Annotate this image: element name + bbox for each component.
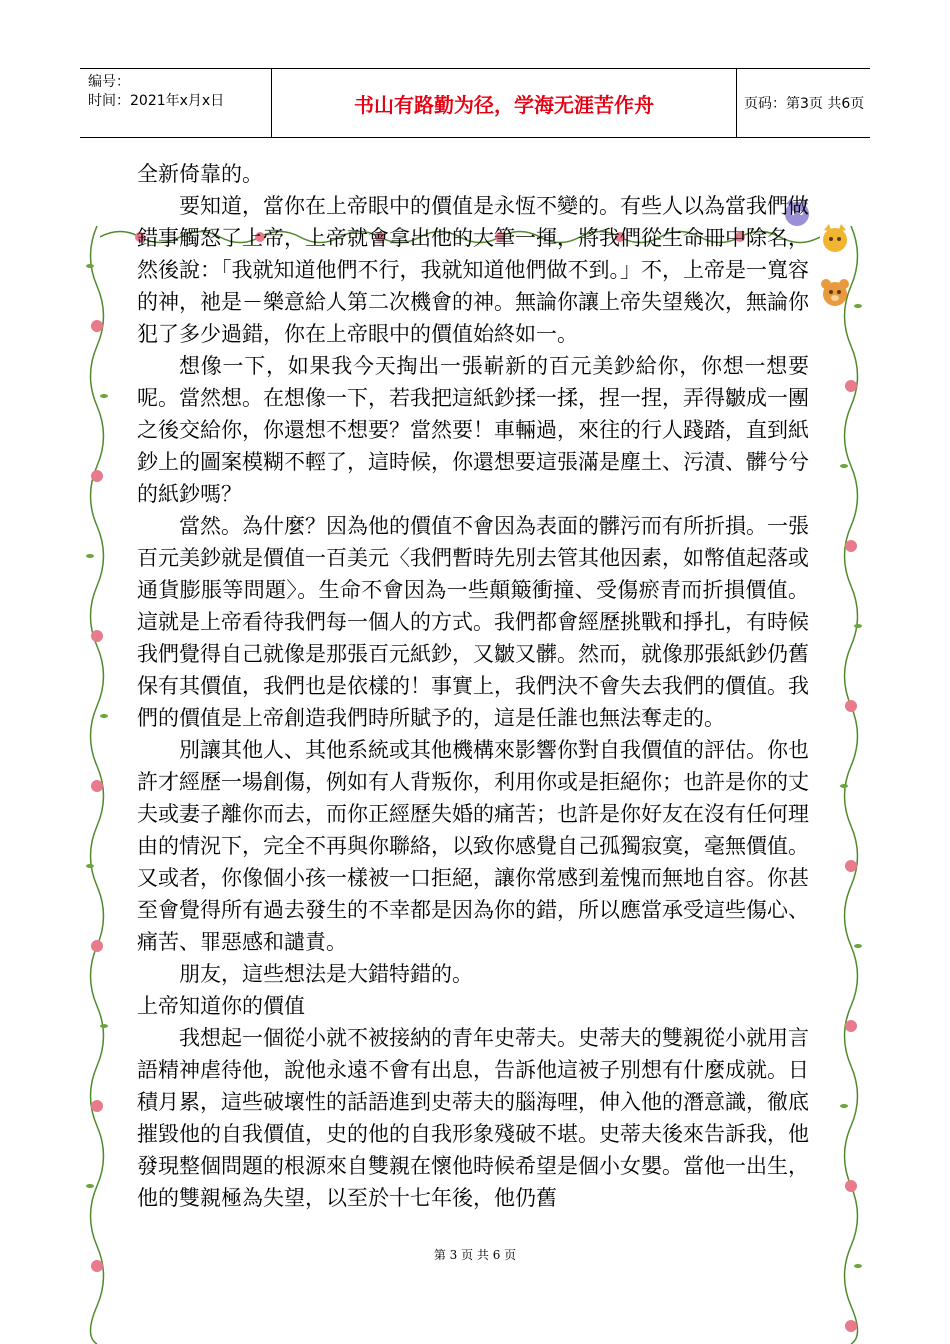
paragraph: 我想起一個從小就不被接納的青年史蒂夫。史蒂夫的雙親從小就用言語精神虐待他，說他永遠不會有出息，告訴他這被子別想有什麼成就。日積月累，這些破壞性的話語進到史蒂夫的腦海哩，伸入他的潛意識，徹底摧毀他的自我價值，史的他的自我形象殘破不堪。史蒂夫後來告訴我，他發現整個問題的根源來自雙親在懷他時候希望是個小女嬰。當他一出生，他的雙親極為失望，以至於十七年後，他仍舊 — [137, 1026, 809, 1210]
paragraph: 要知道，當你在上帝眼中的價值是永恆不變的。有些人以為當我們做錯事觸怒了上帝，上帝就會拿出他的大筆一揮，將我們從生命冊中除名，然後說：「我就知道他們不行，我就知道他們做不到。」不，上帝是一寬容的神，祂是－樂意給人第二次機會的神。無論你讓上帝失望幾次，無論你犯了多少過錯，你在上帝眼中的價值始終如一。 — [137, 194, 809, 346]
header-page-info: 页码：第3页 共6页 — [744, 96, 865, 112]
cat-icon — [818, 222, 852, 256]
paragraph: 朋友，這些想法是大錯特錯的。 — [179, 962, 473, 986]
document-body — [137, 158, 809, 1214]
paragraph: 當然。為什麼？因為他的價值不會因為表面的髒污而有所折損。一張百元美鈔就是價值一百美元〈我們暫時先別去管其他因素，如幣值起落或通貨膨脹等問題〉。生命不會因為一些顛簸衝撞、受傷瘀青而折損價值。這就是上帝看待我們每一個人的方式。我們都會經歷挑戰和掙扎，有時候我們覺得自己就像是那張百元紙鈔，又皺又髒。然而，就像那張紙鈔仍舊保有其價值，我們也是依樣的！事實上，我們決不會失去我們的價值。我們的價值是上帝創造我們時所賦予的，這是任誰也無法奪走的。 — [137, 514, 809, 730]
header-meta — [80, 69, 272, 137]
paragraph: 想像一下，如果我今天掏出一張嶄新的百元美鈔給你，你想一想要呢。當然想。在想像一下，若我把這紙鈔揉一揉，捏一捏，弄得皺成一團之後交給你，你還想不想要？當然要！車輛過，來往的行人踐踏，直到紙鈔上的圖案模糊不輕了，這時候，你還想要這張滿是塵土、污漬、髒兮兮的紙鈔嗎？ — [137, 354, 809, 506]
page-header — [80, 68, 870, 138]
paragraph: 全新倚靠的。 — [137, 162, 263, 186]
document-number-label: 编号： — [88, 74, 130, 90]
header-motto: 书山有路勤为径，学海无涯苦作舟 — [272, 69, 737, 137]
document-date-label: 时间：2021年x月x日 — [88, 93, 225, 109]
paragraph: 別讓其他人、其他系統或其他機構來影響你對自我價值的評估。你也許才經歷一場創傷，例如有人背叛你，利用你或是拒絕你；也許是你的丈夫或妻子離你而去，而你正經歷失婚的痛苦；也許是你好友在沒有任何理由的情況下，完全不再與你聯絡，以致你感覺自己孤獨寂寞，毫無價值。又或者，你像個小孩一樣被一口拒絕，讓你常感到羞愧而無地自容。你甚至會覺得所有過去發生的不幸都是因為你的錯，所以應當承受這些傷心、痛苦、罪惡感和譴責。 — [137, 738, 809, 954]
section-heading: 上帝知道你的價值 — [137, 994, 305, 1018]
rose-vine-right-border — [836, 226, 866, 1344]
bear-icon — [818, 276, 852, 310]
rose-vine-left-border — [82, 226, 112, 1344]
page-footer: 第 3 页 共 6 页 — [433, 1248, 517, 1262]
